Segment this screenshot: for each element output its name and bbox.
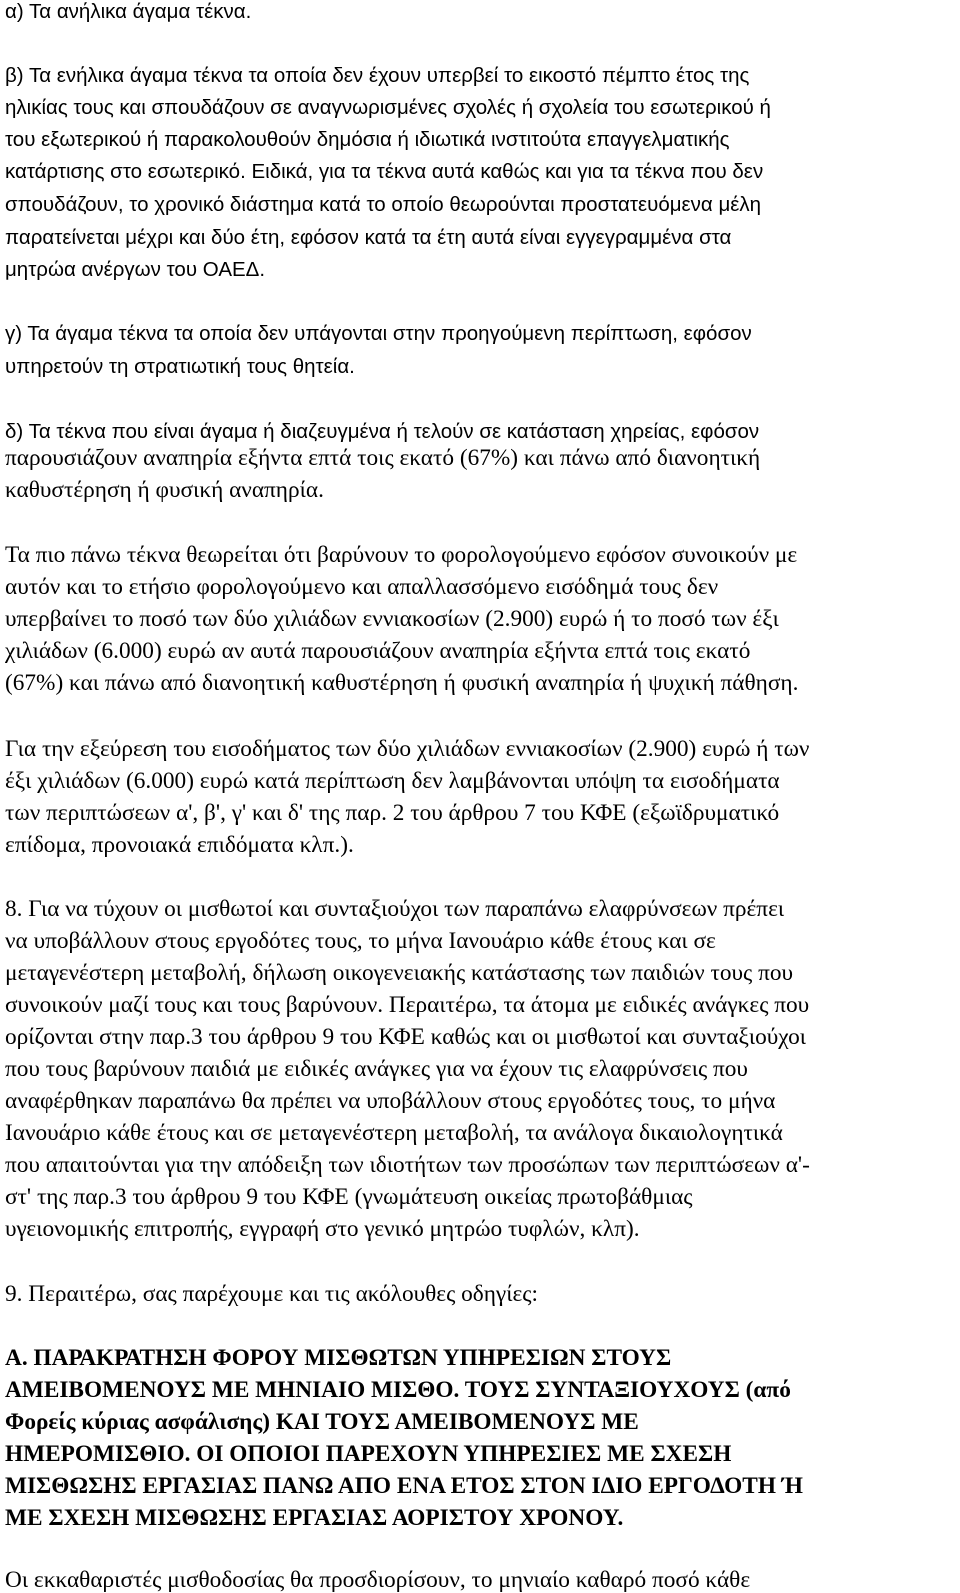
section-heading-a-line: ΜΙΣΘΩΣΗΣ ΕΡΓΑΣΙΑΣ ΠΑΝΩ ΑΠΟ ΕΝΑ ΕΤΟΣ ΣΤΟΝ ΙΔΙΟ ΕΡΓΟΔΟΤΗ Ή [5, 1473, 803, 1499]
paragraph-8-line: μεταγενέστερη μεταβολή, δήλωση οικογενειακής κατάστασης των παιδιών τους που [5, 960, 794, 986]
paragraph-c-line: υπηρετούν τη στρατιωτική τους θητεία. [5, 355, 355, 378]
paragraph-income-line: των περιπτώσεων α', β', γ' και δ' της παρ. 2 του άρθρου 7 του ΚΦΕ (εξωϊδρυματικό [5, 800, 780, 826]
paragraph-dependents-line: υπερβαίνει το ποσό των δύο χιλιάδων εννιακοσίων (2.900) ευρώ ή το ποσό των έξι [5, 606, 779, 632]
paragraph-8-line: Ιανουάριο κάθε έτους και σε μεταγενέστερη μεταβολή, τα ανάλογα δικαιολογητικά [5, 1120, 783, 1146]
paragraph-d-line: δ) Τα τέκνα που είναι άγαμα ή διαζευγμένα ή τελούν σε κατάσταση χηρείας, εφόσον [5, 420, 760, 443]
section-heading-a-line: ΑΜΕΙΒΟΜΕΝΟΥΣ ΜΕ ΜΗΝΙΑΙΟ ΜΙΣΘΟ. ΤΟΥΣ ΣΥΝΤΑΞΙΟΥΧΟΥΣ (από [5, 1377, 791, 1403]
paragraph-8-line: που απαιτούνται για την απόδειξη των ιδιοτήτων των προσώπων των περιπτώσεων α'- [5, 1152, 810, 1178]
paragraph-b-line: κατάρτισης στο εσωτερικό. Ειδικά, για τα τέκνα αυτά καθώς και για τα τέκνα που δεν [5, 160, 764, 183]
paragraph-d-line: παρουσιάζουν αναπηρία εξήντα επτά τοις εκατό (67%) και πάνω από διανοητική [5, 445, 761, 471]
section-heading-a-line: ΗΜΕΡΟΜΙΣΘΙΟ. ΟΙ ΟΠΟΙΟΙ ΠΑΡΕΧΟΥΝ ΥΠΗΡΕΣΙΕΣ ΜΕ ΣΧΕΣΗ [5, 1441, 732, 1467]
paragraph-8-line: να υποβάλλουν στους εργοδότες τους, το μήνα Ιανουάριο κάθε έτους και σε [5, 928, 716, 954]
paragraph-b-line: ηλικίας τους και σπουδάζουν σε αναγνωρισμένες σχολές ή σχολεία του εσωτερικού ή [5, 96, 771, 119]
paragraph-income-line: επίδομα, προνοιακά επιδόματα κλπ.). [5, 832, 354, 858]
paragraph-8-line: που τους βαρύνουν παιδιά με ειδικές ανάγκες για να έχουν τις ελαφρύνσεις που [5, 1056, 748, 1082]
paragraph-8-line: συνοικούν μαζί τους και τους βαρύνουν. Περαιτέρω, τα άτομα με ειδικές ανάγκες που [5, 992, 810, 1018]
paragraph-a-line: α) Τα ανήλικα άγαμα τέκνα. [5, 0, 252, 23]
section-heading-a-line: Φορείς κύριας ασφάλισης) ΚΑΙ ΤΟΥΣ ΑΜΕΙΒΟΜΕΝΟΥΣ ΜΕ [5, 1409, 639, 1435]
paragraph-income-line: έξι χιλιάδων (6.000) ευρώ κατά περίπτωση δεν λαμβάνονται υπόψη τα εισοδήματα [5, 768, 780, 794]
paragraph-8-line: ορίζονται στην παρ.3 του άρθρου 9 του ΚΦΕ καθώς και οι μισθωτοί και συνταξιούχοι [5, 1024, 807, 1050]
paragraph-b-line: παρατείνεται μέχρι και δύο έτη, εφόσον κατά τα έτη αυτά είναι εγγεγραμμένα στα [5, 226, 732, 249]
paragraph-income-line: Για την εξεύρεση του εισοδήματος των δύο χιλιάδων εννιακοσίων (2.900) ευρώ ή των [5, 736, 810, 762]
paragraph-8-line: 8. Για να τύχουν οι μισθωτοί και συνταξιούχοι των παραπάνω ελαφρύνσεων πρέπει [5, 896, 785, 922]
paragraph-b-line: μητρώα ανέργων του ΟΑΕΔ. [5, 258, 266, 281]
paragraph-d-line: καθυστέρηση ή φυσική αναπηρία. [5, 477, 324, 503]
paragraph-c-line: γ) Τα άγαμα τέκνα τα οποία δεν υπάγονται στην προηγούμενη περίπτωση, εφόσον [5, 322, 752, 345]
paragraph-b-line: σπουδάζουν, το χρονικό διάστημα κατά το οποίο θεωρούνται προστατευόμενα μέλη [5, 193, 762, 216]
section-heading-a-line: ΜΕ ΣΧΕΣΗ ΜΙΣΘΩΣΗΣ ΕΡΓΑΣΙΑΣ ΑΟΡΙΣΤΟΥ ΧΡΟΝΟΥ. [5, 1505, 624, 1531]
paragraph-dependents-line: χιλιάδων (6.000) ευρώ αν αυτά παρουσιάζουν αναπηρία εξήντα επτά τοις εκατό [5, 638, 751, 664]
paragraph-8-line: υγειονομικής επιτροπής, εγγραφή στο γενικό μητρώο τυφλών, κλπ). [5, 1216, 640, 1242]
paragraph-dependents-line: αυτόν και το ετήσιο φορολογούμενο και απαλλασσόμενο εισόδημά τους δεν [5, 574, 719, 600]
paragraph-b-line: β) Τα ενήλικα άγαμα τέκνα τα οποία δεν έχουν υπερβεί το εικοστό πέμπτο έτος της [5, 64, 750, 87]
paragraph-9-line: 9. Περαιτέρω, σας παρέχουμε και τις ακόλουθες οδηγίες: [5, 1281, 538, 1307]
paragraph-8-line: στ' της παρ.3 του άρθρου 9 του ΚΦΕ (γνωμάτευση οικείας πρωτοβάθμιας [5, 1184, 693, 1210]
paragraph-dependents-line: (67%) και πάνω από διανοητική καθυστέρηση ή φυσική αναπηρία ή ψυχική πάθηση. [5, 670, 799, 696]
paragraph-final-line: Οι εκκαθαριστές μισθοδοσίας θα προσδιορίσουν, το μηνιαίο καθαρό ποσό κάθε [5, 1567, 751, 1593]
paragraph-b-line: του εξωτερικού ή παρακολουθούν δημόσια ή ιδιωτικά ινστιτούτα επαγγελματικής [5, 128, 730, 151]
paragraph-dependents-line: Τα πιο πάνω τέκνα θεωρείται ότι βαρύνουν το φορολογούμενο εφόσον συνοικούν με [5, 542, 798, 568]
paragraph-8-line: αναφέρθηκαν παραπάνω θα πρέπει να υποβάλλουν στους εργοδότες τους, το μήνα [5, 1088, 776, 1114]
section-heading-a-line: Α. ΠΑΡΑΚΡΑΤΗΣΗ ΦΟΡΟΥ ΜΙΣΘΩΤΩΝ ΥΠΗΡΕΣΙΩΝ ΣΤΟΥΣ [5, 1345, 672, 1371]
